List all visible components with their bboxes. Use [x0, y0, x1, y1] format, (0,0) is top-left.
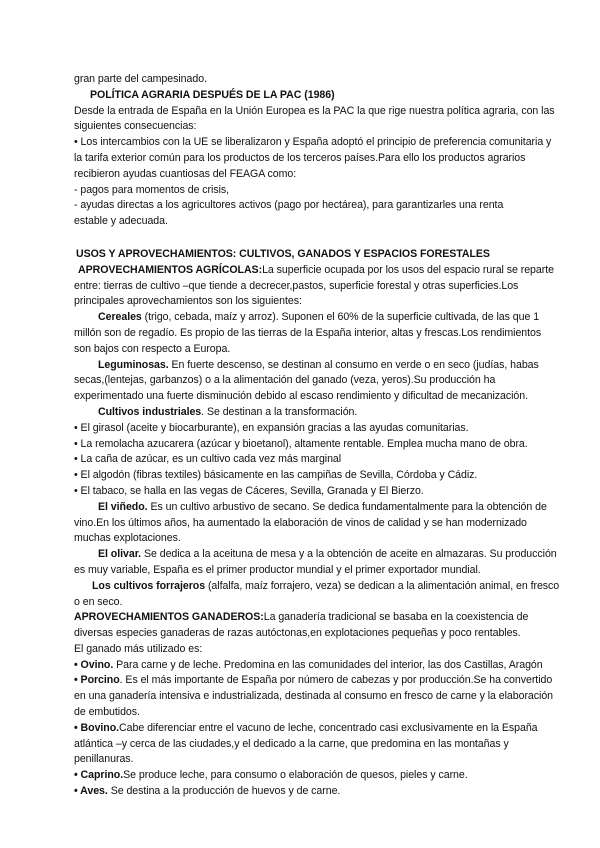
- bovino-text: Cabe diferenciar entre el vacuno de leche, concentrado casi exclusivamente en la España: [119, 721, 538, 734]
- document-body: [74, 72, 574, 800]
- pac-line: Desde la entrada de España en la Unión Europea es la PAC la que rige nuestra política agraria, con las: [74, 104, 555, 117]
- leguminosas-first-line: [74, 358, 574, 374]
- agricolas-line: principales aprovechamientos son los siguientes:: [74, 295, 302, 308]
- ganaderos-line: El ganado más utilizado es:: [74, 642, 203, 655]
- industriales-label: Cultivos industriales: [98, 405, 202, 418]
- agricolas-text: La superficie ocupada por los usos del espacio rural se reparte: [262, 263, 554, 276]
- forrajeros-text: (alfalfa, maíz forrajero, veza) se dedican a la alimentación animal, en fresco: [205, 579, 560, 592]
- agricolas-line: entre: tierras de cultivo –que tiende a decrecer,pastos, superficie forestal y otras superficies.Los: [74, 279, 519, 292]
- agricolas-label: APROVECHAMIENTOS AGRÍCOLAS:: [78, 263, 263, 276]
- cereales-line: millón son de regadío. Es propio de las tierras de la España interior, altas y frescas.Los rendimientos: [74, 326, 542, 339]
- pac-heading: POLÍTICA AGRARIA DESPUÉS DE LA PAC (1986): [90, 88, 335, 101]
- porcino-line: en una ganadería intensiva e industrializada, destinada al consumo en fresco de carne y la elaboración: [74, 690, 553, 703]
- bovino-line: atlántica –y cerca de las ciudades,y el dedicado a la carne, que predomina en las montañas y: [74, 737, 509, 750]
- ganaderos-line: diversas especies ganaderas de razas autóctonas,en explotaciones pequeñas y poco rentables.: [74, 627, 521, 640]
- cereales-text: (trigo, cebada, maíz y arroz). Suponen el 60% de la superficie cultivada, de las que 1: [141, 311, 540, 324]
- leguminosas-line: secas,(lentejas, garbanzos) o a la alimentación del ganado (veza, yeros).Su producción ha: [74, 374, 496, 387]
- vinedo-label: El viñedo.: [98, 500, 148, 513]
- bovino-label: • Bovino.: [74, 721, 120, 734]
- pac-line: - ayudas directas a los agricultores activos (pago por hectárea), para garantizarles una renta: [74, 199, 504, 212]
- vinedo-first-line: [74, 500, 574, 516]
- vinedo-text: Es un cultivo arbustivo de secano. Se dedica fundamentalmente para la obtención de: [147, 500, 547, 513]
- pac-line: • Los intercambios con la UE se liberalizaron y España adoptó el principio de preferencia comunitaria y: [74, 136, 552, 149]
- industriales-first-line: [74, 405, 574, 421]
- list-item: • El algodón (fibras textiles) básicamente en las campiñas de Sevilla, Córdoba y Cádiz.: [74, 469, 478, 482]
- caprino-text: Se produce leche, para consumo o elaboración de quesos, pieles y carne.: [123, 769, 468, 782]
- ovino-text: Para carne y de leche. Predomina en las comunidades del interior, las dos Castillas, Aragón: [113, 658, 543, 671]
- forrajeros-line: o en seco.: [74, 595, 123, 608]
- cereales-line: son bajos con respecto a Europa.: [74, 342, 231, 355]
- pac-line: - pagos para momentos de crisis,: [74, 183, 230, 196]
- list-item: • La remolacha azucarera (azúcar y bioetanol), altamente rentable. Emplea mucha mano de obra.: [74, 437, 528, 450]
- pac-paragraph: [74, 104, 574, 230]
- pac-line: estable y adecuada.: [74, 215, 168, 228]
- list-item: • La caña de azúcar, es un cultivo cada vez más marginal: [74, 453, 342, 466]
- ganaderos-first-line: [74, 610, 574, 626]
- industriales-text: . Se destinan a la transformación.: [201, 405, 358, 418]
- caprino-line: [74, 768, 574, 784]
- porcino-label: • Porcino: [74, 674, 120, 687]
- leguminosas-label: Leguminosas.: [98, 358, 169, 371]
- pac-line: la tarifa exterior común para los productos de los terceros países.Para ello los productos agrarios: [74, 151, 526, 164]
- section-gap: [74, 230, 574, 247]
- intro-line: gran parte del campesinado.: [74, 73, 207, 85]
- olivar-first-line: [74, 547, 574, 563]
- olivar-line: es muy variable, España es el primer productor mundial y el primer exportador mundial.: [74, 563, 481, 576]
- leguminosas-line: experimentado una fuerte disminución debido al escaso rendimiento y dificultad de mecanización.: [74, 390, 528, 403]
- bovino-first-line: [74, 721, 574, 737]
- olivar-label: El olivar.: [98, 548, 142, 561]
- porcino-first-line: [74, 673, 574, 689]
- ovino-line: [74, 658, 574, 674]
- agricolas-first-line: [74, 263, 574, 279]
- pac-line: recibieron ayudas cuantiosas del FEAGA como:: [74, 167, 297, 180]
- ganaderos-label: APROVECHAMIENTOS GANADEROS:: [74, 611, 264, 624]
- usos-heading: USOS Y APROVECHAMIENTOS: CULTIVOS, GANADOS Y ESPACIOS FORESTALES: [76, 247, 490, 260]
- vinedo-line: vino.En los últimos años, ha aumentado la elaboración de vinos de calidad y se han modernizado: [74, 516, 527, 529]
- cereales-first-line: [74, 310, 574, 326]
- bovino-line: penillanuras.: [74, 753, 134, 766]
- aves-line: [74, 784, 574, 800]
- leguminosas-text: En fuerte descenso, se destinan al consumo en verde o en seco (judías, habas: [168, 358, 539, 371]
- cereales-label: Cereales: [98, 311, 142, 324]
- pac-line: siguientes consecuencias:: [74, 120, 197, 133]
- ganaderos-text: La ganadería tradicional se basaba en la coexistencia de: [263, 611, 529, 624]
- forrajeros-label: Los cultivos forrajeros: [92, 579, 206, 592]
- olivar-text: Se dedica a la aceituna de mesa y a la obtención de aceite en almazaras. Su producción: [141, 548, 557, 561]
- porcino-line: de embutidos.: [74, 706, 140, 719]
- caprino-label: • Caprino.: [74, 769, 124, 782]
- ovino-label: • Ovino.: [74, 658, 114, 671]
- forrajeros-first-line: [74, 579, 574, 595]
- aves-text: Se destina a la producción de huevos y de carne.: [107, 785, 341, 798]
- porcino-text: . Es el más importante de España por número de cabezas y por producción.Se ha convertido: [119, 674, 553, 687]
- aves-label: • Aves.: [74, 785, 108, 798]
- list-item: • El tabaco, se halla en las vegas de Cáceres, Sevilla, Granada y El Bierzo.: [74, 484, 424, 497]
- list-item: • El girasol (aceite y biocarburante), en expansión gracias a las ayudas comunitarias.: [74, 421, 469, 434]
- vinedo-line: muchas explotaciones.: [74, 532, 181, 545]
